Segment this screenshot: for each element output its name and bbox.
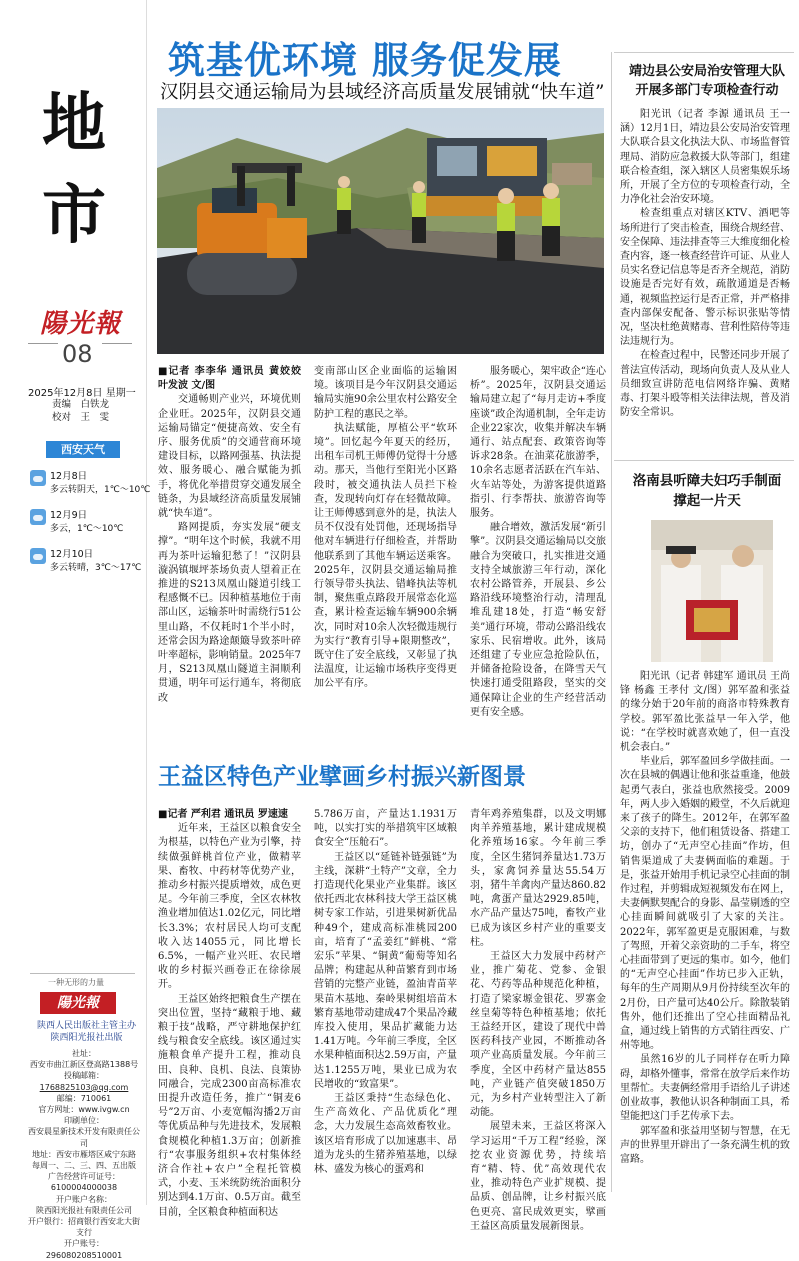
paragraph: 王益区大力发展中药材产业，推广菊花、党参、金银花、芍药等品种规范化种植，打造了梁家塬金银花、罗寨金丝皇菊等特色种植基地；依托王益经开区，建设了现代中兽医药科技产业园，不断推动各项产业高质量发展。今年前三季度，全区中药材产量达855吨，产业链产值突破1850万元，为乡村产业转型注入了新动能。	[470, 951, 606, 1119]
title-line: 靖边县公安局治安管理大队	[628, 64, 785, 79]
contact-website: 官方网址：www.ivgw.cn	[38, 1105, 130, 1115]
right-article1-body	[620, 108, 790, 420]
contact-line: 6100004000038	[50, 1183, 118, 1193]
right-article1-title	[622, 62, 792, 100]
contact-line: 投稿邮箱：	[64, 1071, 104, 1081]
divider	[614, 460, 794, 461]
couple-photo	[651, 520, 773, 662]
paragraph: 王益区始终把粮食生产摆在突出位置，坚持“藏粮于地、藏粮于技”战略，严守耕地保护红线与粮食安全底线。该区通过实施粮食单产提升工程，推动良田、良种、良机、良法、良策协同融合，完成2300亩高标准农田提升改造任务，推广“铜麦6号”2万亩、小麦宽幅沟播2万亩等优质品种与先进技术，发展粮食规模化种植1.3万亩；创新推行“农事服务组织+农村集体经济合作社+农户”全程托管模式，小麦、玉米统防统治面积分别达到4.1万亩、0.5万亩。截至目前，全区粮食种植面积达	[158, 993, 301, 1218]
editors	[52, 398, 109, 424]
cloud-icon	[30, 470, 46, 486]
article1-byline: ■记者 李李华 通讯员 黄姣姣 叶发波 文/图	[158, 366, 301, 392]
weather-date: 12月8日	[50, 471, 88, 482]
paragraph: 毕业后，郭军盈回乡学做挂面。一次在县城的偶遇让他和张益重逢，他鼓起勇气表白，张益也欣然接受。2009年，两人步入婚姻的殿堂，不久后就迎来了孩子的降生。2012年，在郭军盈父亲的支持下，他们租赁设备、搭建工坊，创办了“无声空心挂面”作坊，但销售渠道成了夫妻俩面临的难题。于是，张益开始用手机记录空心挂面的制作过程，并剪辑成短视频发布在网上，夫妻俩默契配合的身影、晶莹剔透的空心挂面瞬间就吸引了大家的关注。2022年，郭军盈更是克服困难，与数了驾照，开着父亲资助的二手车，将空心挂面带到了更远的集市。如今，他们的“无声空心挂面”作坊已步入正轨，每年的生产周期从9月份持续至次年的2月份，日产量可达40公斤。除散装销售外，他们还推出了空心挂面精品礼盒，通过线上销售的方式销往西安、广州等地。	[620, 756, 790, 1052]
weather-text: 多云，1℃～10℃	[50, 524, 124, 534]
paragraph: 执法赋能，厚植公平“软环境”。回忆起今年夏天的经历，出租车司机王师傅仍觉得十分感动。那天，当他行至阳光小区路段时，被交通执法人员拦下检查，发现转向灯存在轻微故障。让王师傅感到意外的是，执法人员不仅没有处罚他，还现场指导他对车辆进行仔细检查，并帮助他联系到了其他车辆运送乘客。2025年，汉阴县交通运输局推行领导带头执法、错峰执法等机制，聚焦重点路段开展常态化巡查，累计检查运输车辆900余辆次，同时对10余人次轻微违规行为实行“教育引导+限期整改”，既守住了安全底线，又彰显了执法温度，让运输市场秩序变得更加公平有序。	[314, 422, 457, 690]
couple-illustration	[651, 520, 773, 662]
contact-line: 地址：西安市雁塔区咸宁东路	[32, 1149, 136, 1159]
page-number: 08	[62, 340, 93, 368]
paragraph: 虽然16岁的儿子同样存在听力障碍，却格外懂事，常常在放学后来作坊里帮忙。夫妻俩经常用手语给儿子讲述创业故事，教他认识各种制面工具，希望能把这门手艺传承下去。	[620, 1054, 790, 1123]
contact-line: 开户账户名称：	[56, 1194, 112, 1204]
contact-line: 开户账号：296080208510001	[45, 1239, 123, 1260]
contact-line: 西安晨星新技术开发有限责任公司	[28, 1127, 140, 1148]
article2-column-1	[158, 808, 301, 1220]
column-divider	[611, 52, 612, 1192]
contact-email-link[interactable]: 1768825103@qq.com	[39, 1082, 129, 1092]
weather-row	[30, 466, 151, 499]
proofreader-line: 校对 王 雯	[52, 412, 110, 423]
contact-line: 开户银行：招商银行西安北大街支行	[28, 1217, 140, 1238]
article2-byline: ■记者 严利君 通讯员 罗速速	[158, 809, 288, 820]
weather-date: 12月10日	[50, 549, 94, 560]
paragraph: 融合增效，激活发展“新引擎”。汉阴县交通运输局以交旅融合为突破口，扎实推进交通支持全域旅游三年行动，深化农村公路管养，开展县、乡公路沿线环境整治行动，清理乱堆乱建18处，打造“畅安舒美”通行环境，带动公路沿线农家乐、民宿增收。此外，该局还组建了专业应急抢险队伍，并储备抢险设备，在降雪天气快速打通受阻路段，坚实的交通保障让企业的生产经营活动更有安全感。	[470, 522, 606, 718]
weather-text: 多云转晴，3℃～17℃	[50, 563, 142, 573]
weather-row	[30, 505, 140, 538]
divider	[30, 973, 135, 974]
masthead-logo: 陽光報	[40, 309, 122, 339]
contact-line: 陕西阳光报社有限责任公司	[36, 1205, 132, 1215]
section-title-char-2: 市	[42, 179, 106, 253]
title-line: 撑起一片天	[673, 493, 741, 509]
right-article2-body	[620, 670, 790, 1167]
paragraph: 路网提质，夯实发展“硬支撑”。“明年这个时候，我就不用再为茶叶运输犯愁了！”汉阴县漩涡镇堰坪茶场负责人望着正在推进的S213凤凰山隧道引线工程感慨不已。因种植基地位于南部山区，运输茶叶时需绕行51公里山路，不仅耗时1个半小时，还常会因为路途颠簸导致茶叶碎叶率超标，影响销量。2025年7月，S213凤凰山隧道主洞顺利贯通，明年可运行通车，将彻底改	[158, 522, 301, 704]
paragraph: 变南部山区企业面临的运输困境。该项目是今年汉阴县交通运输局实施90余公里农村公路安全防护工程的惠民之举。	[314, 366, 457, 420]
article1-subtitle: 汉阴县交通运输局为县域经济高质量发展铺就“快车道”	[160, 82, 605, 103]
section-title	[36, 78, 112, 262]
contact-line: 每周一、二、三、四、五出版	[32, 1161, 136, 1171]
section-title-char-1: 地	[42, 87, 106, 161]
weather-title: 西安天气	[46, 441, 120, 458]
road-paving-photo	[157, 108, 604, 354]
weather-date: 12月9日	[50, 510, 88, 521]
contact-line: 广告经营许可证号：	[48, 1172, 120, 1182]
article1-title: 筑基优环境 服务促发展	[168, 39, 562, 82]
paragraph: 交通畅则产业兴，环境优则企业旺。2025年，汉阴县交通运输局锚定“便捷高效、安全有序、服务优质”的交通营商环境建设目标，以路网强基、执法提效、服务暖心、融合赋能为抓手，将优化举措贯穿交通发展全链条，为县域经济高质量发展铺就“快车道”。	[158, 394, 301, 520]
article2-title: 王益区特色产业擘画乡村振兴新图景	[158, 764, 526, 790]
contact-line: 邮编：710061	[56, 1093, 112, 1103]
paragraph: 阳光讯（记者 韩建军 通讯员 王尚锋 杨鑫 王孝付 文/图）郭军盈和张益的缘分始于20年前的商洛市特殊教育学校。郭军盈比张益早一年入学，他说：“在学校时就喜欢她了，但一直没机会表白。”	[620, 671, 790, 754]
article2-column-3	[470, 808, 606, 1234]
publisher	[34, 1020, 139, 1044]
paragraph: 在检查过程中，民警还同步开展了普法宣传活动，现场向负责人及从业人员细致宣讲防范电信网络诈骗、黄赌毒、打架斗殴等相关法律法规，普及消防安全常识。	[620, 350, 790, 419]
weather-forecast	[30, 460, 151, 577]
divider	[102, 343, 132, 344]
article1-column-3	[470, 365, 606, 720]
cloud-icon	[30, 509, 46, 525]
paragraph: 近年来，王益区以粮食安全为根基，以特色产业为引擎，持续做强鲜桃首位产业，做精苹果、畜牧、中药材等优势产业，推动乡村振兴提质增效，成色更足。今年前三季度，全区农林牧渔业增加值达1.02亿元，同比增长3.3%；农村居民人均可支配收入达14055元，同比增长6.5%，一幅产业兴旺、农民增收的乡村振兴画卷正在徐徐展开。	[158, 823, 301, 991]
right-article2-title	[622, 471, 792, 511]
slogan: 一种无形的力量	[48, 978, 104, 987]
title-line: 开展多部门专项检查行动	[635, 83, 779, 98]
paragraph: 青年鸡养殖集群，以及文明娜肉羊养殖基地，累计建成规模化养殖场16家。今年前三季度，全区生猪饲养量达1.73万头，家禽饲养量达55.54万羽，猪牛羊禽肉产量达860.82吨，禽蛋产量达2929.85吨，水产品产量达75吨，畜牧产业已成为该区乡村产业的重要支柱。	[470, 809, 606, 948]
article1-column-2	[314, 365, 457, 692]
weather-text: 多云转阴天，1℃～10℃	[50, 485, 151, 495]
divider	[614, 52, 794, 53]
paragraph: 检查组重点对辖区KTV、酒吧等场所进行了突击检查，围绕合规经营、安全保障、违法排查等三大维度细化检查内容，逐一核查经营许可证、从业人员实名登记信息等是否齐全规范，消防设施是否完好有效，疏散通道是否畅通，视频监控运行是否正常，并严格排查内部保安配备、警示标识张贴等情况，坚决杜绝黄赌毒、营利性陪侍等违法违规行为。	[620, 208, 790, 348]
weather-row	[30, 544, 140, 577]
cloud-icon	[30, 548, 46, 564]
contact-line: 社址：	[72, 1049, 96, 1058]
contact-info	[28, 1048, 140, 1261]
paragraph: 王益区秉持“生态绿色化、生产高效化、产品优质化”理念，大力发展生态高效畜牧业。该区培育形成了以加速惠丰、昂道为龙头的生猪养殖基地，以绿林、盛发为核心的蛋鸡和	[314, 1093, 457, 1176]
publisher-line: 陕西阳光报社出版	[50, 1033, 123, 1043]
paragraph: 郭军盈和张益用坚韧与智慧，在无声的世界里开辟出了一条充满生机的致富路。	[620, 1125, 790, 1165]
road-paving-illustration	[157, 108, 604, 354]
footer-logo: 陽光報	[40, 992, 116, 1014]
article2-column-2	[314, 808, 457, 1177]
issue-date: 2025年12月8日 星期一	[28, 388, 136, 399]
left-sidebar	[0, 0, 151, 1260]
contact-line: 印刷单位：	[64, 1116, 104, 1126]
title-line: 洛南县听障夫妇巧手制面	[632, 473, 782, 489]
publisher-line: 陕西人民出版社主管主办	[36, 1021, 136, 1031]
paragraph: 服务暖心，架牢政企“连心桥”。2025年，汉阴县交通运输局建立起了“每月走访+季度座谈”政企沟通机制，全年走访企业22家次，收集并解决车辆通行、站点配套、政策咨询等诉求28条。在油菜花旅游季，10余名志愿者活跃在汽车站、火车站等处，为游客提供道路指引、行李帮扶、旅游咨询等服务。	[470, 366, 606, 520]
contact-line: 西安市曲江新区登高路1388号	[29, 1060, 139, 1070]
divider	[28, 343, 58, 344]
paragraph: 展望未来，王益区将深入学习运用“千万工程”经验，深挖农业资源优势，持续培育“精、特、优”高效现代农业，推动特色产业扩规模、提品质、创品牌，让乡村振兴底色更亮、富民成效更实，擘画王益区高质量发展新图景。	[470, 1121, 606, 1232]
paragraph: 阳光讯（记者 李源 通讯员 王一涵）12月1日，靖边县公安局治安管理大队联合县文化执法大队、市场监督管理局、消防应急救援大队等部门，组建联合检查组，深入辖区人员密集娱乐场所，开展了全方位的专项检查行动，全力净化社会治安环境。	[620, 109, 790, 206]
article1-column-1	[158, 365, 301, 706]
editor-line: 责编 白铁龙	[52, 399, 110, 410]
paragraph: 王益区以“延链补链强链”为主线，深耕“土特产”文章，全力打造现代化果业产业集群。该区依托西北农林科技大学王益区桃树专家工作站，引进果树新优品种49个，建成高标准桃园200亩，培育了“孟姜红”鲜桃、“常宏乐”苹果、“铜黄”葡萄等知名品牌；构建起从种苗繁育到市场营销的完整产业链，盈油青苗苹果苗木基地、秦岭果树组培苗木繁育基地带动建成47个果品冷藏库投入使用，果品扩藏能力达1.41万吨。今年前三季度，全区水果种植面积达2.59万亩，产量达1.1255万吨，果业已成为农民增收的“致富果”。	[314, 851, 457, 1090]
paragraph: 5.786万亩，产量达1.1931万吨，以实打实的举措筑牢区域粮食安全“压舱石”。	[314, 809, 457, 849]
